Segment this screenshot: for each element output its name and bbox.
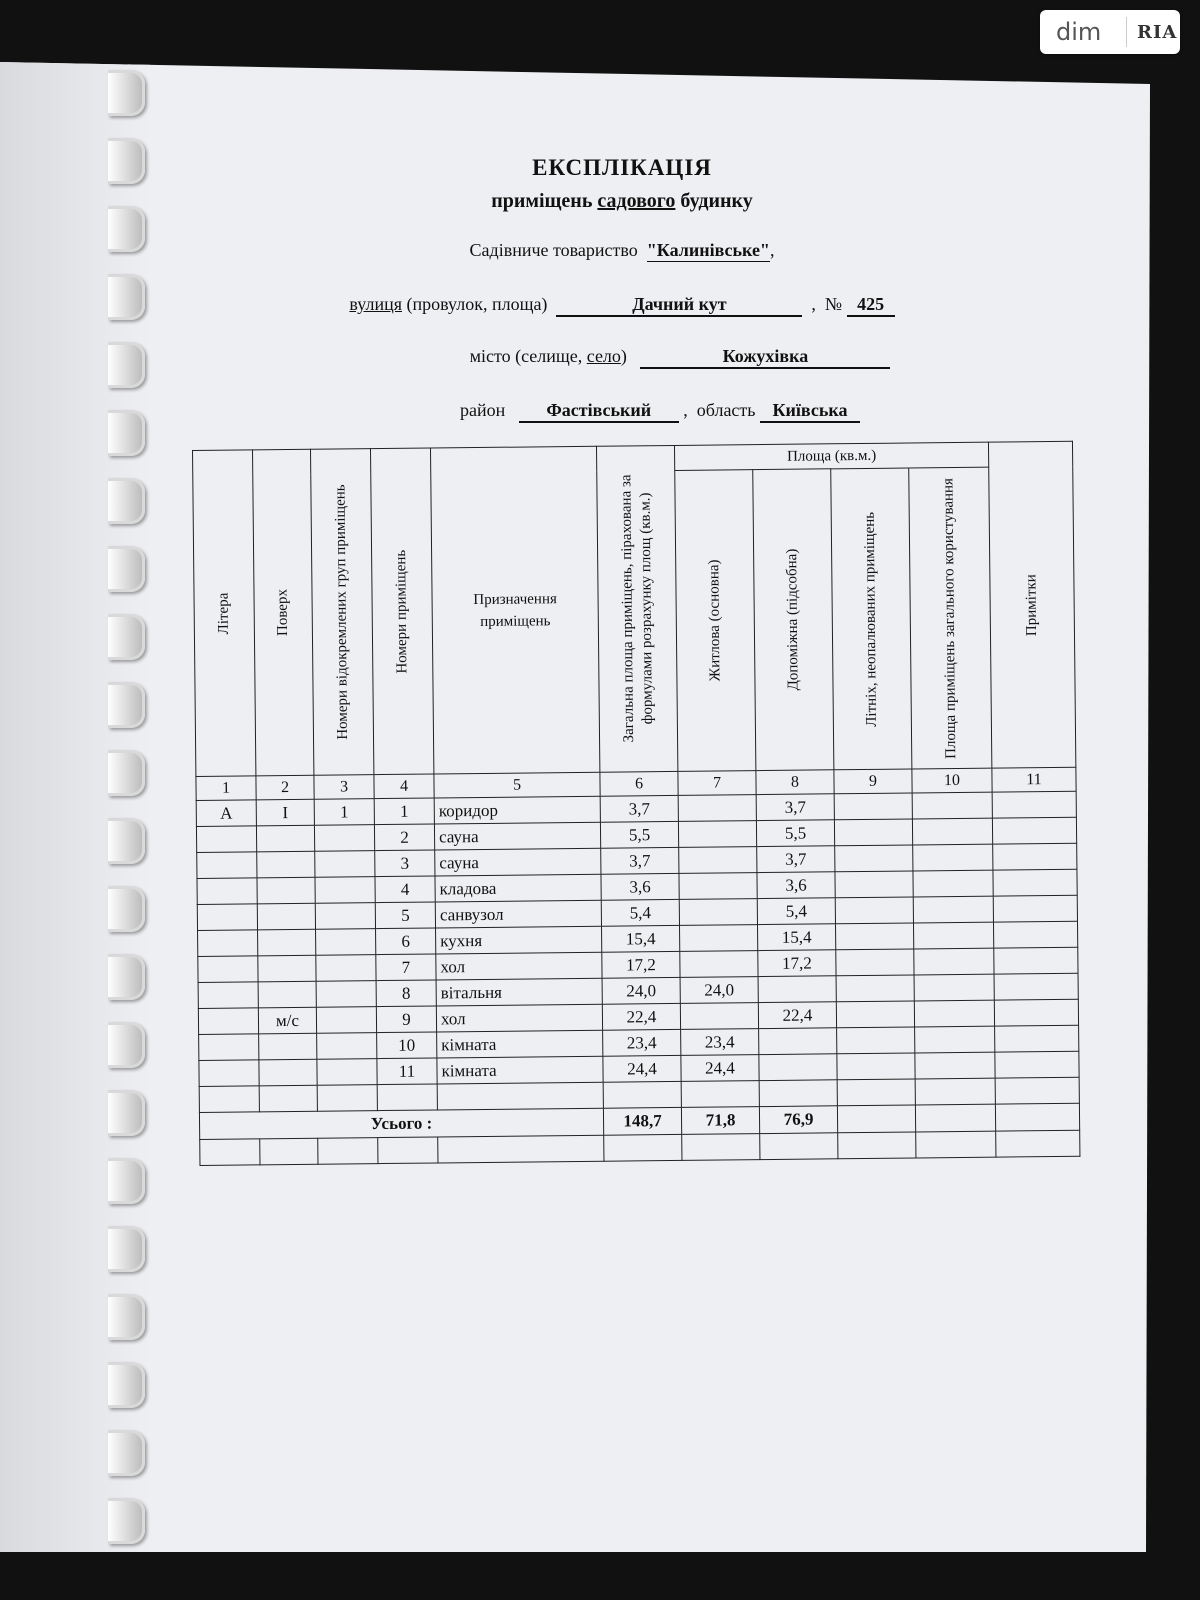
cell-purpose: кімната xyxy=(437,1030,603,1058)
explication-table xyxy=(192,441,1080,1166)
street-line: вулиця (провулок, площа) Дачний кут , № 425 xyxy=(22,294,1200,317)
header-common-use: Площа приміщень загального користування xyxy=(909,467,992,769)
header-area-group: Площа (кв.м.) xyxy=(674,442,988,470)
cell-empty xyxy=(837,1053,915,1080)
cell-aux: 22,4 xyxy=(758,1002,836,1029)
cell-purpose: хол xyxy=(436,952,602,980)
cell-empty xyxy=(836,949,914,976)
cell-floor xyxy=(256,825,314,852)
district-line: район Фастівський , область Київська xyxy=(60,400,1200,423)
cell-aux xyxy=(759,1028,837,1055)
cell-living xyxy=(680,951,758,978)
cell-purpose: хол xyxy=(436,1004,602,1032)
cell-empty xyxy=(993,869,1077,896)
total-auxiliary: 76,9 xyxy=(759,1106,837,1134)
cell-litera xyxy=(197,878,257,905)
cell-living xyxy=(679,873,757,900)
col-num: 1 xyxy=(196,776,256,801)
cell-group xyxy=(317,1059,377,1086)
cell-total: 17,2 xyxy=(602,951,680,978)
cell-group xyxy=(316,981,376,1008)
col-num: 6 xyxy=(600,771,678,796)
cell-aux: 3,7 xyxy=(757,846,835,873)
header-summer: Літніх, неопалюваних приміщень xyxy=(831,468,912,770)
col-num: 4 xyxy=(374,774,434,799)
header-notes: Примітки xyxy=(988,441,1075,768)
col-num: 3 xyxy=(314,775,374,800)
cell-empty xyxy=(913,896,993,923)
cell-living: 24,4 xyxy=(681,1055,759,1082)
cell-num: 11 xyxy=(377,1058,437,1085)
street-label-rest: (провулок, площа) xyxy=(406,294,548,314)
cell-group: 1 xyxy=(314,799,374,826)
cell-total: 3,7 xyxy=(601,847,679,874)
street-value: Дачний кут xyxy=(556,294,802,317)
cell-living xyxy=(680,1003,758,1030)
cell-litera xyxy=(198,1008,258,1035)
cell-empty xyxy=(835,923,913,950)
cell-living xyxy=(678,821,756,848)
cell-living xyxy=(680,925,758,952)
cell-purpose: коридор xyxy=(434,796,600,824)
header-living: Житлова (основна) xyxy=(675,470,756,772)
cell-group xyxy=(317,1033,377,1060)
cell-num: 6 xyxy=(376,928,436,955)
number-value: 425 xyxy=(847,294,895,317)
cell-floor xyxy=(259,1059,317,1086)
cell-empty xyxy=(992,817,1076,844)
cell-empty xyxy=(995,1025,1079,1052)
total-label: Усього : xyxy=(199,1108,603,1139)
cell-empty xyxy=(993,895,1077,922)
cell-group xyxy=(315,877,375,904)
district-value: Фастівський xyxy=(519,400,679,423)
city-line xyxy=(80,346,1200,369)
cell-aux xyxy=(758,976,836,1003)
cell-purpose: сауна xyxy=(435,848,601,876)
street-label-underlined: вулиця xyxy=(349,294,403,314)
cell-total: 3,6 xyxy=(601,873,679,900)
col-num: 11 xyxy=(992,767,1076,792)
cell-litera: А xyxy=(196,800,256,827)
cell-purpose: кухня xyxy=(436,926,602,954)
cell-purpose: кладова xyxy=(435,874,601,902)
cell-floor xyxy=(257,877,315,904)
cell-floor: І xyxy=(256,799,314,826)
cell-purpose: кімната xyxy=(437,1056,603,1084)
cell-aux: 3,7 xyxy=(756,794,834,821)
cell-floor: м/с xyxy=(258,1007,316,1034)
cell-aux: 5,4 xyxy=(757,898,835,925)
cell-empty xyxy=(994,973,1078,1000)
cell-num: 1 xyxy=(374,798,434,825)
cell-litera xyxy=(198,930,258,957)
cell-num: 8 xyxy=(376,980,436,1007)
cell-empty xyxy=(914,948,994,975)
cell-num: 2 xyxy=(374,824,434,851)
cell-living xyxy=(679,899,757,926)
watermark-dim-text: dim xyxy=(1056,18,1102,46)
cell-litera xyxy=(197,904,257,931)
cell-aux xyxy=(759,1054,837,1081)
header-floor: Поверх xyxy=(253,449,314,776)
cell-floor xyxy=(258,955,316,982)
cell-litera xyxy=(198,956,258,983)
total-summer xyxy=(837,1105,915,1133)
district-label: район xyxy=(459,400,506,420)
header-group-numbers: Номери відокремлених груп приміщень xyxy=(310,449,373,776)
cell-empty xyxy=(993,843,1077,870)
subtitle-suffix: будинку xyxy=(680,190,753,212)
cell-floor xyxy=(258,929,316,956)
cell-empty xyxy=(913,870,993,897)
col-num: 9 xyxy=(834,769,912,794)
city-value: Кожухівка xyxy=(640,346,890,369)
cell-group xyxy=(314,825,374,852)
cell-empty xyxy=(835,897,913,924)
header-total-area: Загальна площа приміщень, пірахована за формулами розрахунку площ (кв.м.) xyxy=(596,445,677,772)
cell-floor xyxy=(259,1033,317,1060)
cell-litera xyxy=(199,1034,259,1061)
cell-aux: 17,2 xyxy=(758,950,836,977)
header-room-numbers: Номери приміщень xyxy=(370,448,433,775)
city-label-underlined: село xyxy=(586,346,621,366)
cell-purpose: вітальня xyxy=(436,978,602,1006)
cell-group xyxy=(316,1007,376,1034)
col-num: 7 xyxy=(678,771,756,796)
cell-total: 15,4 xyxy=(602,925,680,952)
cell-purpose: сауна xyxy=(434,822,600,850)
cell-empty xyxy=(835,845,913,872)
cell-litera xyxy=(198,982,258,1009)
cell-empty xyxy=(915,1052,995,1079)
cell-empty xyxy=(834,793,912,820)
cell-empty xyxy=(995,1051,1079,1078)
cell-empty xyxy=(994,947,1078,974)
cell-group xyxy=(315,851,375,878)
cell-total: 5,5 xyxy=(600,821,678,848)
cell-empty xyxy=(913,844,993,871)
cell-floor xyxy=(258,981,316,1008)
subtitle-prefix: приміщень xyxy=(491,190,593,212)
col-num: 10 xyxy=(912,768,992,793)
cell-empty xyxy=(994,999,1078,1026)
subtitle-underlined: садового xyxy=(597,190,676,212)
cell-living: 24,0 xyxy=(680,977,758,1004)
society-line: Садівниче товариство "Калинівське", xyxy=(469,240,775,260)
cell-empty xyxy=(836,1001,914,1028)
cell-group xyxy=(316,955,376,982)
city-label-prefix: місто (селище, xyxy=(469,346,583,366)
cell-empty xyxy=(912,792,992,819)
header-litera: Літера xyxy=(193,450,256,777)
cell-floor xyxy=(257,851,315,878)
cell-num: 4 xyxy=(375,876,435,903)
cell-empty xyxy=(992,791,1076,818)
total-notes xyxy=(995,1103,1079,1131)
total-living: 71,8 xyxy=(681,1107,759,1135)
header-auxiliary: Допоміжна (підсобна) xyxy=(753,469,834,771)
number-label: № xyxy=(824,294,843,314)
cell-num: 3 xyxy=(375,850,435,877)
cell-group xyxy=(315,903,375,930)
cell-living xyxy=(678,795,756,822)
cell-empty xyxy=(834,819,912,846)
cell-living xyxy=(679,847,757,874)
cell-empty xyxy=(914,974,994,1001)
cell-aux: 5,5 xyxy=(756,820,834,847)
cell-empty xyxy=(913,922,993,949)
col-num: 8 xyxy=(756,770,834,795)
cell-num: 9 xyxy=(376,1006,436,1033)
cell-empty xyxy=(915,1026,995,1053)
document-subtitle xyxy=(22,190,1200,213)
total-common xyxy=(915,1104,995,1132)
header-purpose: Призначення приміщень xyxy=(430,446,599,774)
cell-aux: 3,6 xyxy=(757,872,835,899)
cell-empty xyxy=(994,921,1078,948)
cell-total: 23,4 xyxy=(603,1029,681,1056)
cell-empty xyxy=(837,1027,915,1054)
cell-num: 7 xyxy=(376,954,436,981)
cell-aux: 15,4 xyxy=(758,924,836,951)
cell-total: 3,7 xyxy=(600,795,678,822)
cell-total: 24,0 xyxy=(602,977,680,1004)
col-num: 5 xyxy=(434,772,600,798)
region-value: Київська xyxy=(760,400,860,423)
city-label-suffix: ) xyxy=(620,346,627,366)
society-label: Садівниче товариство xyxy=(469,240,638,260)
cell-group xyxy=(316,929,376,956)
cell-total: 22,4 xyxy=(602,1003,680,1030)
total-area: 148,7 xyxy=(603,1107,681,1135)
cell-empty xyxy=(836,975,914,1002)
region-label: область xyxy=(696,400,756,420)
cell-litera xyxy=(196,826,256,853)
cell-num: 5 xyxy=(375,902,435,929)
cell-num: 10 xyxy=(377,1032,437,1059)
cell-floor xyxy=(257,903,315,930)
society-value: "Калинівське" xyxy=(646,240,770,260)
cell-purpose: санвузол xyxy=(435,900,601,928)
cell-total: 24,4 xyxy=(603,1055,681,1082)
document-title: ЕКСПЛІКАЦІЯ xyxy=(532,155,712,180)
cell-litera xyxy=(197,852,257,879)
col-num: 2 xyxy=(256,775,314,800)
cell-empty xyxy=(914,1000,994,1027)
cell-empty xyxy=(835,871,913,898)
cell-total: 5,4 xyxy=(601,899,679,926)
cell-empty xyxy=(912,818,992,845)
cell-living: 23,4 xyxy=(681,1029,759,1056)
watermark-ria-text: RIA xyxy=(1137,21,1178,43)
cell-litera xyxy=(199,1060,259,1087)
